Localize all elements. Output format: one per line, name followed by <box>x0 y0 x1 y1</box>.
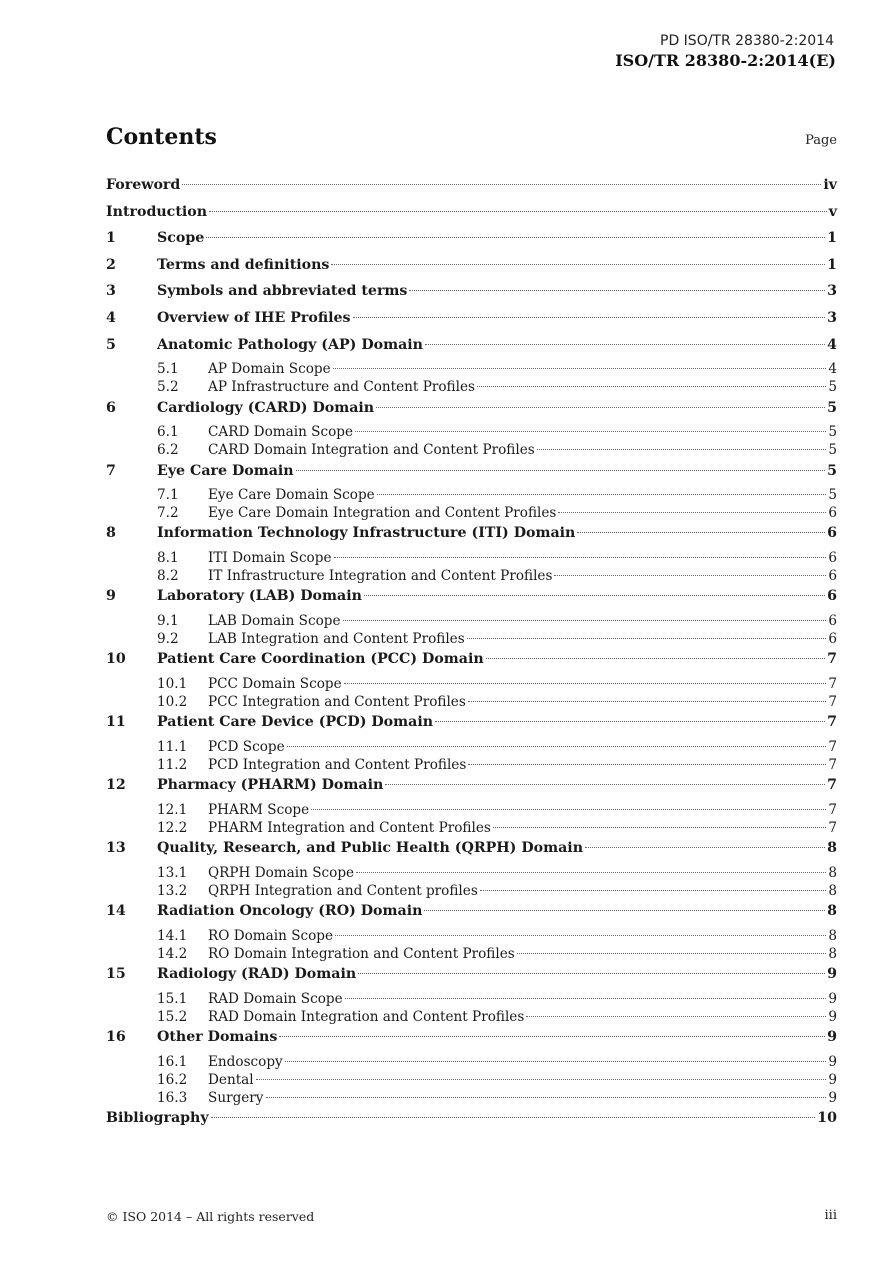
toc-entry-title: Symbols and abbreviated terms <box>157 283 408 300</box>
toc-entry-page: 7 <box>828 801 837 818</box>
toc-entry[interactable] <box>106 711 837 738</box>
toc-entry-title: Eye Care Domain Integration and Content Profiles <box>208 505 557 522</box>
toc-entry-title: PHARM Scope <box>208 801 310 818</box>
toc-entry-number: 10 <box>106 651 126 668</box>
dot-leader <box>364 594 825 596</box>
toc-entry-page: 3 <box>827 283 837 300</box>
toc-subentry[interactable] <box>106 756 837 774</box>
toc-entry-title: Patient Care Coordination (PCC) Domain <box>157 651 484 668</box>
dot-leader <box>468 700 827 702</box>
toc-subentry[interactable] <box>106 567 837 585</box>
toc-entry-number: 9.2 <box>157 631 179 648</box>
toc-entry-page: iv <box>823 177 837 193</box>
dot-leader <box>377 493 827 495</box>
header-line-2: ISO/TR 28380-2:2014(E) <box>615 51 836 70</box>
dot-leader <box>344 682 827 684</box>
footer-page-number: iii <box>824 1208 837 1223</box>
toc-entry[interactable] <box>106 585 837 612</box>
toc-entry-page: v <box>828 203 837 220</box>
dot-leader <box>345 997 827 999</box>
toc-entry-page: 5 <box>828 442 837 459</box>
toc-subentry[interactable] <box>106 927 837 945</box>
toc-entry-title: LAB Integration and Content Profiles <box>208 631 465 648</box>
toc-entry-title: IT Infrastructure Integration and Content Profiles <box>208 568 553 585</box>
toc-entry-page: 3 <box>827 309 837 326</box>
toc-entry-title: ITI Domain Scope <box>208 550 332 567</box>
toc-subentry[interactable] <box>106 693 837 711</box>
toc-entry-page: 6 <box>828 550 837 567</box>
toc-entry-title: RAD Domain Scope <box>208 990 343 1007</box>
toc-entry-page: 4 <box>828 361 837 378</box>
toc-entry-page: 1 <box>827 230 837 247</box>
dot-leader <box>353 316 826 318</box>
dot-leader <box>435 720 825 722</box>
toc-entry-number: 11.1 <box>157 738 188 755</box>
toc-subentry[interactable] <box>106 486 837 504</box>
dot-leader <box>256 1078 827 1080</box>
toc-entry-page: 8 <box>828 864 837 881</box>
toc-entry[interactable] <box>106 227 837 254</box>
toc-entry-title: CARD Domain Integration and Content Profiles <box>208 442 535 459</box>
toc-entry-number: 8.2 <box>157 568 179 585</box>
toc-entry-page: 8 <box>828 883 837 900</box>
dot-leader <box>358 972 825 974</box>
toc-entry-title: Laboratory (LAB) Domain <box>157 588 362 605</box>
toc-entry-title: Eye Care Domain Scope <box>208 487 375 504</box>
toc-entry-title: RO Domain Scope <box>208 927 334 944</box>
toc-entry-number: 6.2 <box>157 442 179 459</box>
toc-entry-page: 5 <box>827 462 837 479</box>
toc-entry-number: 11 <box>106 714 126 731</box>
dot-leader <box>467 637 827 639</box>
toc-entry[interactable] <box>106 774 837 801</box>
toc-entry-title: Overview of IHE Profiles <box>157 309 351 326</box>
dot-leader <box>409 289 825 291</box>
toc-entry-title: Pharmacy (PHARM) Domain <box>157 777 384 794</box>
toc-subentry[interactable] <box>106 1089 837 1107</box>
toc-entry-number: 12.2 <box>157 820 188 837</box>
toc-entry-number: 5.1 <box>157 361 179 378</box>
toc-entry[interactable] <box>106 201 837 228</box>
toc-subentry[interactable] <box>106 441 837 459</box>
toc-subentry[interactable] <box>106 819 837 837</box>
toc-entry-page: 7 <box>827 651 837 668</box>
dot-leader <box>311 808 826 810</box>
toc-entry-number: 16.2 <box>157 1072 188 1088</box>
dot-leader <box>493 826 827 828</box>
dot-leader <box>585 846 825 848</box>
toc-entry-title: Quality, Research, and Public Health (QRPH) Domain <box>157 840 584 857</box>
toc-entry-title: Scope <box>157 230 205 247</box>
toc-entry-page: 7 <box>828 820 837 837</box>
toc-entry-page: 7 <box>827 777 837 794</box>
toc-entry-title: Foreword <box>106 177 181 193</box>
toc-entry-number: 6 <box>106 399 116 416</box>
toc-entry-title: QRPH Domain Scope <box>208 864 355 881</box>
toc-entry[interactable] <box>106 254 837 281</box>
toc-entry[interactable] <box>106 648 837 675</box>
toc-subentry[interactable] <box>106 1053 837 1071</box>
toc-entry-number: 15.2 <box>157 1009 188 1026</box>
dot-leader <box>182 183 821 185</box>
dot-leader <box>577 531 825 533</box>
toc-subentry[interactable] <box>106 738 837 756</box>
toc-entry-page: 7 <box>827 714 837 731</box>
dot-leader <box>287 745 827 747</box>
toc-entry-title: Terms and definitions <box>157 256 330 273</box>
toc-entry-number: 7 <box>106 462 116 479</box>
toc-entry-number: 11.2 <box>157 757 188 774</box>
toc-entry-number: 12 <box>106 777 126 794</box>
toc-entry-number: 9.1 <box>157 613 179 630</box>
toc-entry[interactable] <box>106 900 837 927</box>
toc-entry-page: 5 <box>828 379 837 396</box>
dot-leader <box>211 1116 816 1118</box>
toc-entry-page: 6 <box>828 613 837 630</box>
footer-copyright: © ISO 2014 – All rights reserved <box>106 1209 315 1224</box>
toc-subentry[interactable] <box>106 423 837 441</box>
dot-leader <box>285 1060 827 1062</box>
toc-entry-page: 9 <box>828 990 837 1007</box>
dot-leader <box>424 909 825 911</box>
toc-entry-page: 9 <box>828 1090 837 1107</box>
toc-entry-number: 7.1 <box>157 487 179 504</box>
toc-entry-title: Bibliography <box>106 1110 209 1127</box>
toc-entry-title: Radiology (RAD) Domain <box>157 966 357 983</box>
toc-entry-page: 8 <box>827 903 837 920</box>
toc-subentry[interactable] <box>106 675 837 693</box>
dot-leader <box>355 430 826 432</box>
toc-entry[interactable] <box>106 1026 837 1053</box>
dot-leader <box>343 619 827 621</box>
toc-entry-number: 3 <box>106 283 116 300</box>
toc-entry-title: PCC Integration and Content Profiles <box>208 694 466 711</box>
toc-entry-page: 8 <box>828 946 837 963</box>
toc-entry-number: 10.2 <box>157 694 188 711</box>
toc-entry-title: Dental <box>208 1072 254 1088</box>
page-column-label: Page <box>805 133 837 148</box>
toc-entry-page: 9 <box>827 1029 837 1046</box>
toc-entry-title: QRPH Integration and Content profiles <box>208 883 478 900</box>
toc-entry-title: Anatomic Pathology (AP) Domain <box>157 336 423 353</box>
toc-entry-page: 9 <box>828 1072 837 1088</box>
toc-entry-number: 4 <box>106 309 116 326</box>
toc-entry-number: 5 <box>106 336 116 353</box>
toc-entry-title: PCC Domain Scope <box>208 676 342 692</box>
toc-entry-page: 8 <box>827 840 837 857</box>
toc-entry-page: 6 <box>827 525 837 542</box>
toc-entry-title: Eye Care Domain <box>157 462 294 479</box>
toc-entry-number: 13.2 <box>157 883 188 900</box>
dot-leader <box>334 556 827 558</box>
dot-leader <box>385 783 825 785</box>
toc-entry-number: 14.1 <box>157 927 188 944</box>
toc-entry-page: 6 <box>828 631 837 648</box>
toc-entry-number: 13 <box>106 840 126 857</box>
toc-entry-title: Information Technology Infrastructure (ITI) Domain <box>157 525 576 542</box>
contents-title: Contents <box>106 124 217 150</box>
toc-subentry[interactable] <box>106 504 837 522</box>
dot-leader <box>480 889 827 891</box>
toc-subentry[interactable] <box>106 612 837 630</box>
toc-subentry[interactable] <box>106 801 837 819</box>
dot-leader <box>526 1015 826 1017</box>
toc-entry-title: AP Infrastructure and Content Profiles <box>208 379 475 396</box>
toc-entry-page: 4 <box>827 336 837 353</box>
dot-leader <box>558 511 826 513</box>
toc-entry-title: Other Domains <box>157 1029 278 1046</box>
dot-leader <box>335 934 826 936</box>
toc-entry-title: CARD Domain Scope <box>208 424 354 441</box>
toc-entry-title: Surgery <box>208 1090 264 1107</box>
toc-entry-number: 10.1 <box>157 676 188 692</box>
toc-entry-number: 12.1 <box>157 801 188 818</box>
toc-entry-page: 9 <box>828 1053 837 1070</box>
dot-leader <box>333 367 827 369</box>
toc-entry-number: 5.2 <box>157 379 179 396</box>
dot-leader <box>425 343 825 345</box>
toc-entry[interactable] <box>106 174 837 201</box>
toc-entry[interactable] <box>106 334 837 361</box>
dot-leader <box>296 469 826 471</box>
toc-entry-page: 6 <box>828 505 837 522</box>
toc-entry-title: PHARM Integration and Content Profiles <box>208 820 491 837</box>
toc-entry-number: 16.3 <box>157 1090 188 1107</box>
toc-entry-page: 7 <box>828 694 837 711</box>
toc-entry-title: PCD Scope <box>208 738 285 755</box>
toc-entry-number: 15 <box>106 966 126 983</box>
toc-entry-number: 1 <box>106 230 116 247</box>
toc-entry-page: 7 <box>828 676 837 692</box>
toc-entry-title: RAD Domain Integration and Content Profiles <box>208 1009 525 1026</box>
toc-entry-title: AP Domain Scope <box>208 361 331 378</box>
toc-entry-page: 6 <box>828 568 837 585</box>
toc-subentry[interactable] <box>106 1071 837 1089</box>
toc-entry-title: Radiation Oncology (RO) Domain <box>157 903 423 920</box>
dot-leader <box>477 385 826 387</box>
dot-leader <box>331 263 825 265</box>
toc-entry-number: 14.2 <box>157 946 188 963</box>
toc-entry-number: 15.1 <box>157 990 188 1007</box>
toc-entry[interactable] <box>106 963 837 990</box>
toc-entry-page: 7 <box>828 738 837 755</box>
toc-subentry[interactable] <box>106 1008 837 1026</box>
toc-subentry[interactable] <box>106 990 837 1008</box>
toc-entry[interactable] <box>106 307 837 334</box>
toc-subentry[interactable] <box>106 945 837 963</box>
toc-entry-title: Introduction <box>106 203 208 220</box>
toc-entry-title: Cardiology (CARD) Domain <box>157 399 375 416</box>
toc-entry-number: 6.1 <box>157 424 179 441</box>
toc-entry-number: 2 <box>106 256 116 273</box>
toc-entry-number: 8.1 <box>157 550 179 567</box>
toc-entry[interactable] <box>106 522 837 549</box>
toc-subentry[interactable] <box>106 864 837 882</box>
toc-entry-page: 8 <box>828 927 837 944</box>
toc-entry-number: 7.2 <box>157 505 179 522</box>
toc-entry[interactable] <box>106 1107 837 1134</box>
toc-subentry[interactable] <box>106 630 837 648</box>
toc-entry-page: 6 <box>827 588 837 605</box>
toc-entry-page: 5 <box>828 487 837 504</box>
dot-leader <box>537 448 827 450</box>
dot-leader <box>266 1096 827 1098</box>
toc-entry-number: 14 <box>106 903 126 920</box>
toc-subentry[interactable] <box>106 882 837 900</box>
dot-leader <box>279 1035 825 1037</box>
toc-entry-page: 9 <box>827 966 837 983</box>
toc-entry-page: 10 <box>817 1110 837 1127</box>
toc-entry-title: RO Domain Integration and Content Profiles <box>208 946 515 963</box>
toc-entry-title: Patient Care Device (PCD) Domain <box>157 714 434 731</box>
table-of-contents <box>106 174 837 1134</box>
toc-subentry[interactable] <box>106 378 837 396</box>
toc-entry-number: 8 <box>106 525 116 542</box>
toc-entry-page: 7 <box>828 757 837 774</box>
dot-leader <box>468 763 826 765</box>
toc-entry-page: 9 <box>828 1009 837 1026</box>
toc-entry-number: 16.1 <box>157 1053 188 1070</box>
toc-entry-title: PCD Integration and Content Profiles <box>208 757 467 774</box>
toc-entry-page: 1 <box>827 256 837 273</box>
toc-entry[interactable] <box>106 280 837 307</box>
toc-subentry[interactable] <box>106 360 837 378</box>
toc-entry-title: LAB Domain Scope <box>208 613 341 630</box>
toc-entry-page: 5 <box>828 424 837 441</box>
dot-leader <box>356 871 826 873</box>
toc-entry[interactable] <box>106 397 837 424</box>
dot-leader <box>376 406 825 408</box>
dot-leader <box>209 210 827 212</box>
toc-entry-page: 5 <box>827 399 837 416</box>
toc-entry[interactable] <box>106 837 837 864</box>
toc-entry-number: 9 <box>106 588 116 605</box>
toc-entry-number: 13.1 <box>157 864 188 881</box>
dot-leader <box>554 574 826 576</box>
toc-entry[interactable] <box>106 460 837 487</box>
toc-entry-title: Endoscopy <box>208 1053 283 1070</box>
dot-leader <box>517 952 827 954</box>
toc-entry-number: 16 <box>106 1029 126 1046</box>
dot-leader <box>206 236 825 238</box>
dot-leader <box>486 657 825 659</box>
toc-subentry[interactable] <box>106 549 837 567</box>
header-line-1: PD ISO/TR 28380-2:2014 <box>660 33 834 49</box>
